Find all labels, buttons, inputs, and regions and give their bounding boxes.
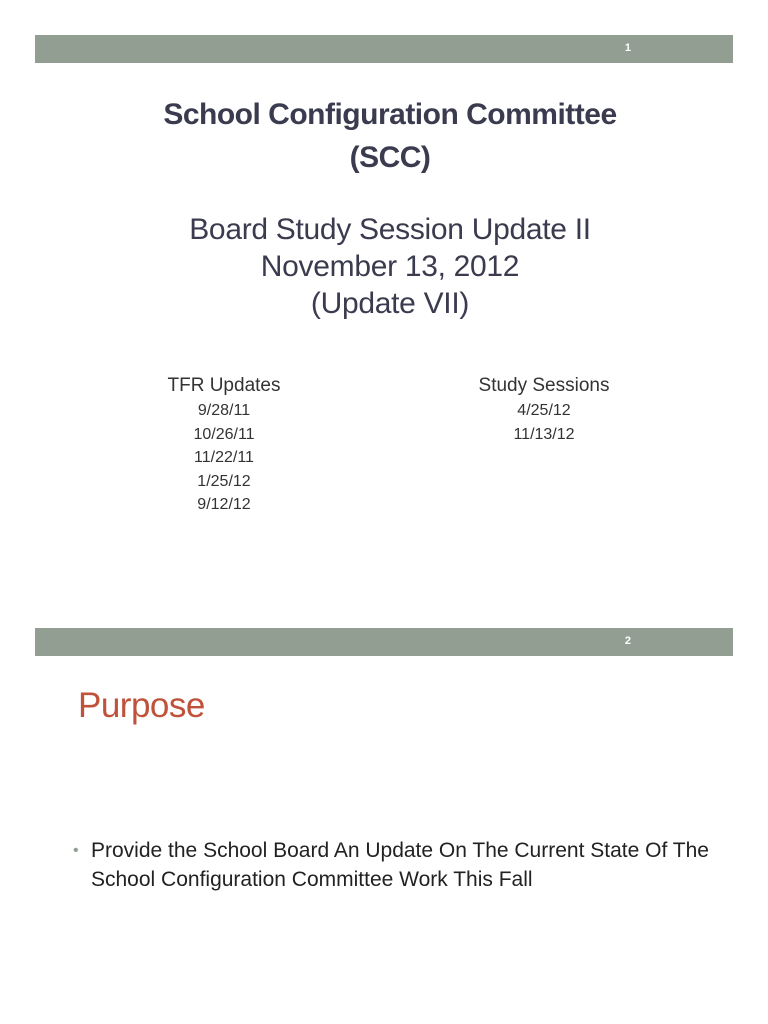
slide-title: Purpose <box>78 686 205 725</box>
slide-number: 2 <box>624 635 631 647</box>
slide-subtitle-line-2: November 13, 2012 <box>260 250 520 283</box>
slide-title-line-1: School Configuration Committee <box>163 98 617 131</box>
slide-title-line-2: (SCC) <box>349 141 431 174</box>
bullet-text: Provide the School Board An Update On The Current State Of The School Configuration Committee Work This Fall <box>91 839 709 891</box>
study-session-date: 4/25/12 <box>517 402 571 419</box>
slide-subtitle-line-3: (Update VII) <box>310 287 470 320</box>
study-sessions-heading: Study Sessions <box>478 375 610 396</box>
tfr-date: 1/25/12 <box>197 472 251 490</box>
bullet-marker-icon: • <box>73 842 79 859</box>
tfr-date: 11/22/11 <box>194 449 254 466</box>
study-session-date: 11/13/12 <box>513 425 575 443</box>
slide-subtitle-line-1: Board Study Session Update II <box>189 213 591 246</box>
slide-number: 1 <box>624 42 631 54</box>
tfr-updates-column <box>124 373 324 517</box>
bullet-point <box>73 837 713 894</box>
tfr-updates-heading: TFR Updates <box>167 375 281 396</box>
tfr-date: 10/26/11 <box>193 425 255 443</box>
study-sessions-column <box>444 373 644 446</box>
tfr-date: 9/12/12 <box>197 496 251 513</box>
slide-header-bar <box>35 35 733 63</box>
slide-header-bar <box>35 628 733 656</box>
tfr-date: 9/28/11 <box>197 402 251 419</box>
